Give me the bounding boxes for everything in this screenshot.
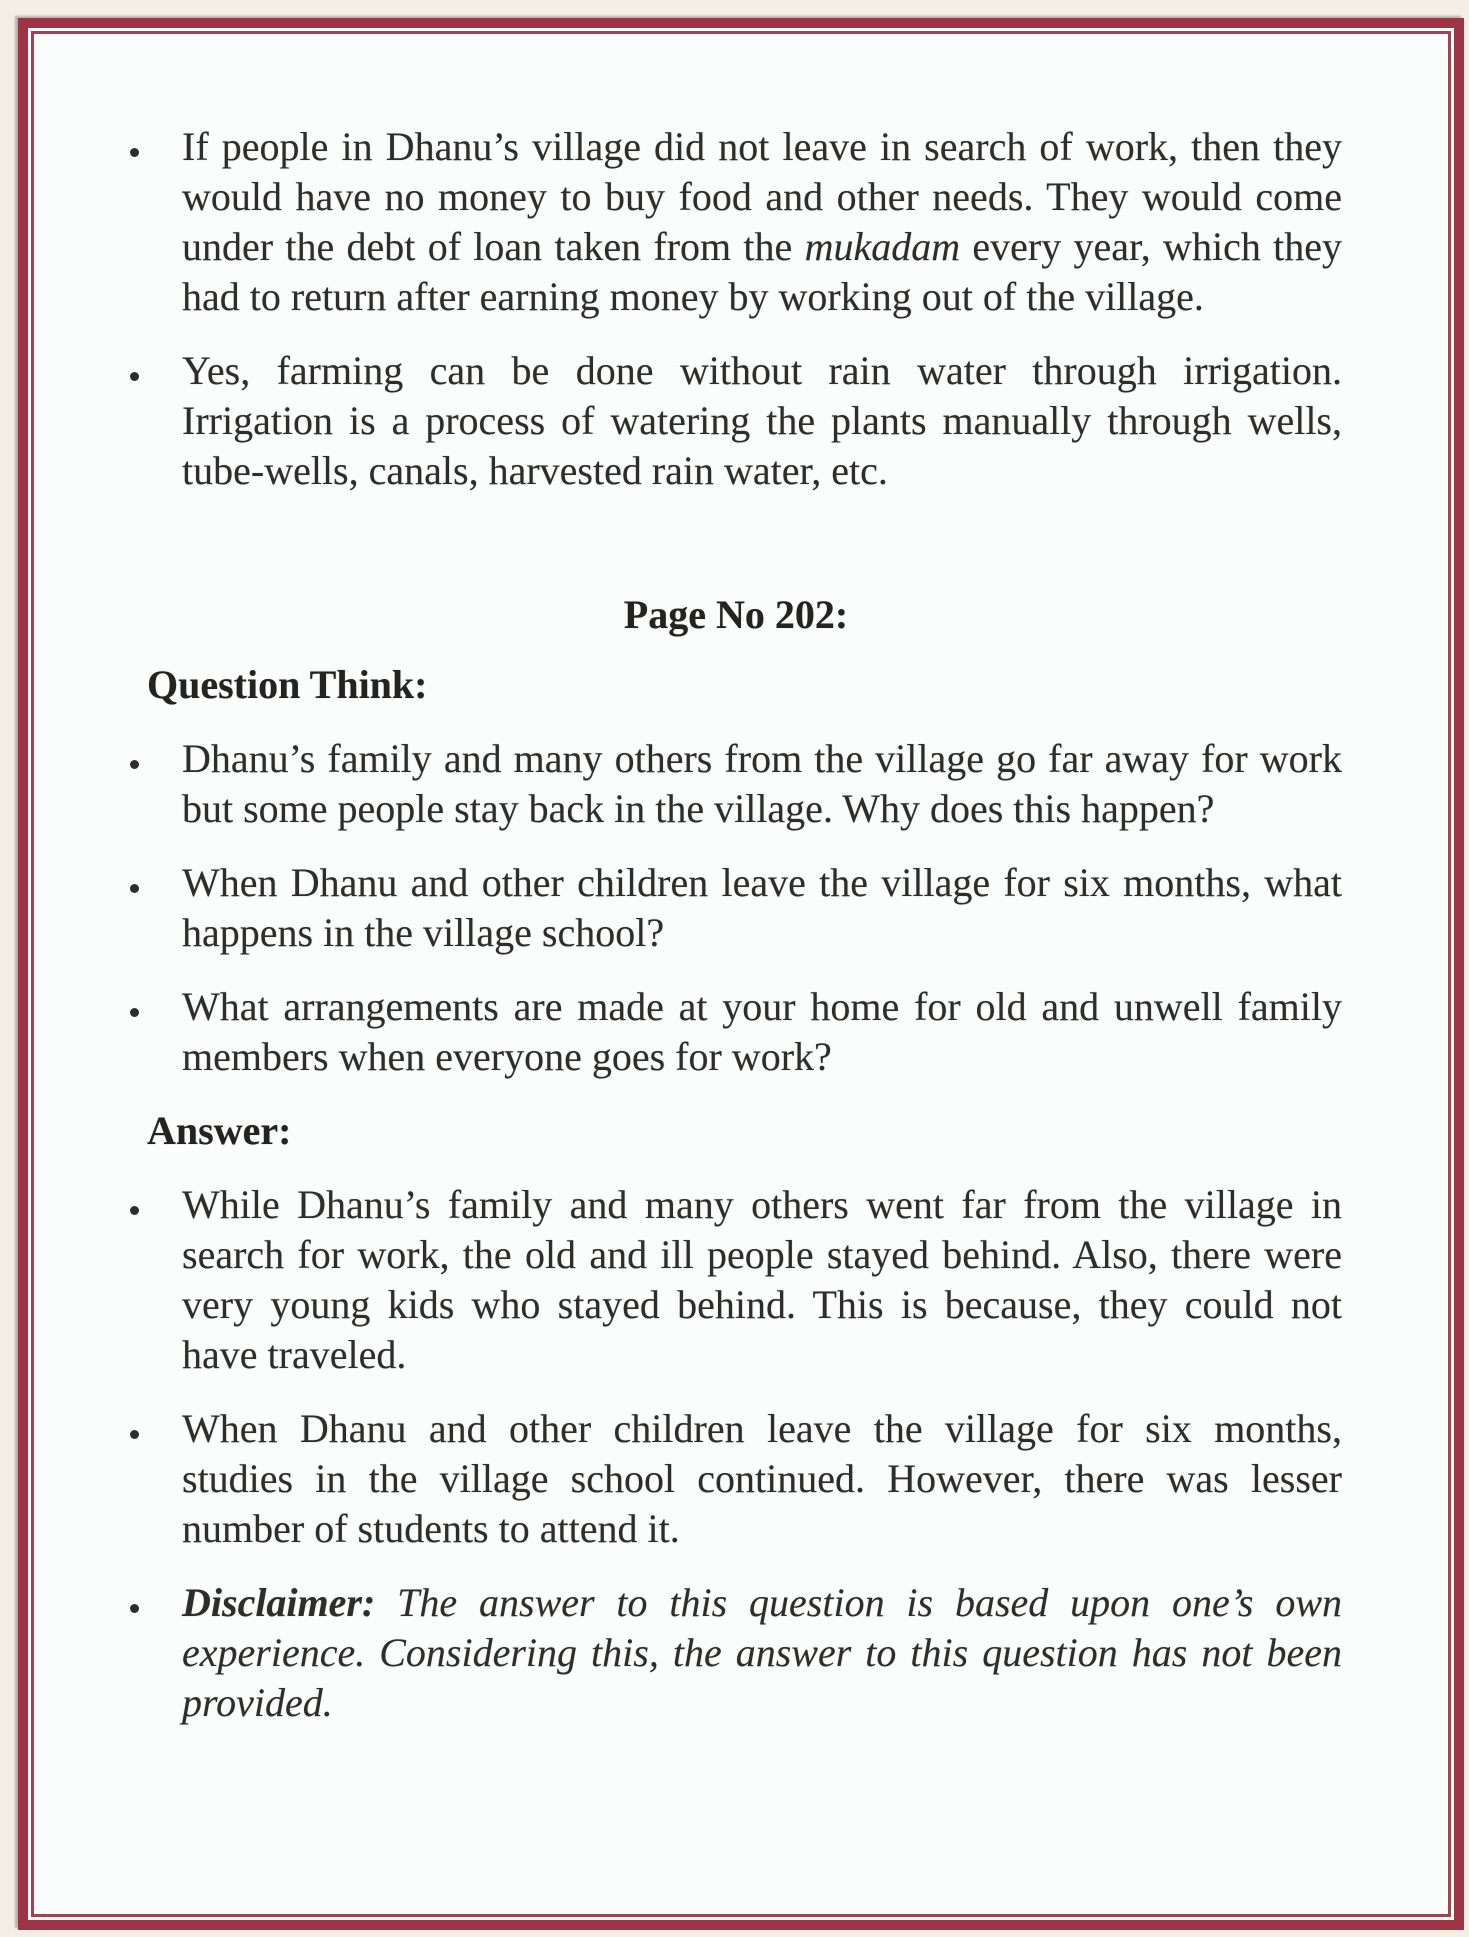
text-column — [130, 122, 1342, 1728]
list-item — [130, 122, 1342, 322]
question-list-item — [130, 982, 1342, 1082]
text-line: would have no money to buy food and other needs. They would come — [182, 174, 1342, 219]
text-line: Dhanu’s family and many others from the village go far away for work — [182, 736, 1342, 781]
text-line: members when everyone goes for work? — [182, 1034, 832, 1079]
text-line — [182, 222, 1342, 272]
text-line: have traveled. — [182, 1332, 407, 1377]
italic-term: mukadam — [804, 224, 961, 269]
text-segment: under the debt of loan taken from the — [182, 224, 805, 269]
text-segment: The answer to this question is based upon one’s own — [375, 1580, 1342, 1625]
bullet-icon — [130, 760, 139, 769]
text-line: While Dhanu’s family and many others went far from the village in — [182, 1182, 1342, 1227]
text-line: studies in the village school continued. However, there was lesser — [182, 1456, 1342, 1501]
page-content — [34, 34, 1448, 1914]
question-list-item — [130, 858, 1342, 958]
disclaimer-list-item — [130, 1578, 1342, 1728]
answer-heading: Answer: — [147, 1108, 292, 1153]
text-line: When Dhanu and other children leave the village for six months, what — [182, 860, 1342, 905]
bullet-icon — [130, 148, 139, 157]
text-segment: every year, which they — [960, 224, 1342, 269]
list-item — [130, 346, 1342, 496]
text-line: Yes, farming can be done without rain water through irrigation. — [182, 348, 1342, 393]
text-line: very young kids who stayed behind. This is because, they could not — [182, 1282, 1342, 1327]
text-line: If people in Dhanu’s village did not leave in search of work, then they — [182, 124, 1342, 169]
question-list-item — [130, 734, 1342, 834]
question-heading: Question Think: — [147, 662, 428, 707]
answer-list-item — [130, 1404, 1342, 1554]
page-inner-border — [31, 31, 1451, 1917]
page-border-frame — [18, 18, 1464, 1930]
text-line — [182, 1578, 1342, 1628]
answer-list-item — [130, 1180, 1342, 1380]
text-line: but some people stay back in the village. Why does this happen? — [182, 786, 1215, 831]
text-line: When Dhanu and other children leave the village for six months, — [182, 1406, 1342, 1451]
text-line: experience. Considering this, the answer to this question has not been — [182, 1630, 1342, 1675]
bullet-icon — [130, 1206, 139, 1215]
text-line: What arrangements are made at your home for old and unwell family — [182, 984, 1342, 1029]
bullet-icon — [130, 1604, 139, 1613]
bullet-icon — [130, 884, 139, 893]
page-number-heading: Page No 202: — [623, 592, 849, 637]
disclaimer-label: Disclaimer: — [182, 1580, 376, 1625]
bullet-icon — [130, 1430, 139, 1439]
text-line: search for work, the old and ill people stayed behind. Also, there were — [182, 1232, 1342, 1277]
text-line: number of students to attend it. — [182, 1506, 680, 1551]
bullet-icon — [130, 1008, 139, 1017]
text-line: happens in the village school? — [182, 910, 665, 955]
text-line: provided. — [182, 1680, 333, 1725]
text-line: had to return after earning money by working out of the village. — [182, 274, 1204, 319]
text-line: tube-wells, canals, harvested rain water, etc. — [182, 448, 888, 493]
bullet-icon — [130, 372, 139, 381]
text-line: Irrigation is a process of watering the plants manually through wells, — [182, 398, 1342, 443]
